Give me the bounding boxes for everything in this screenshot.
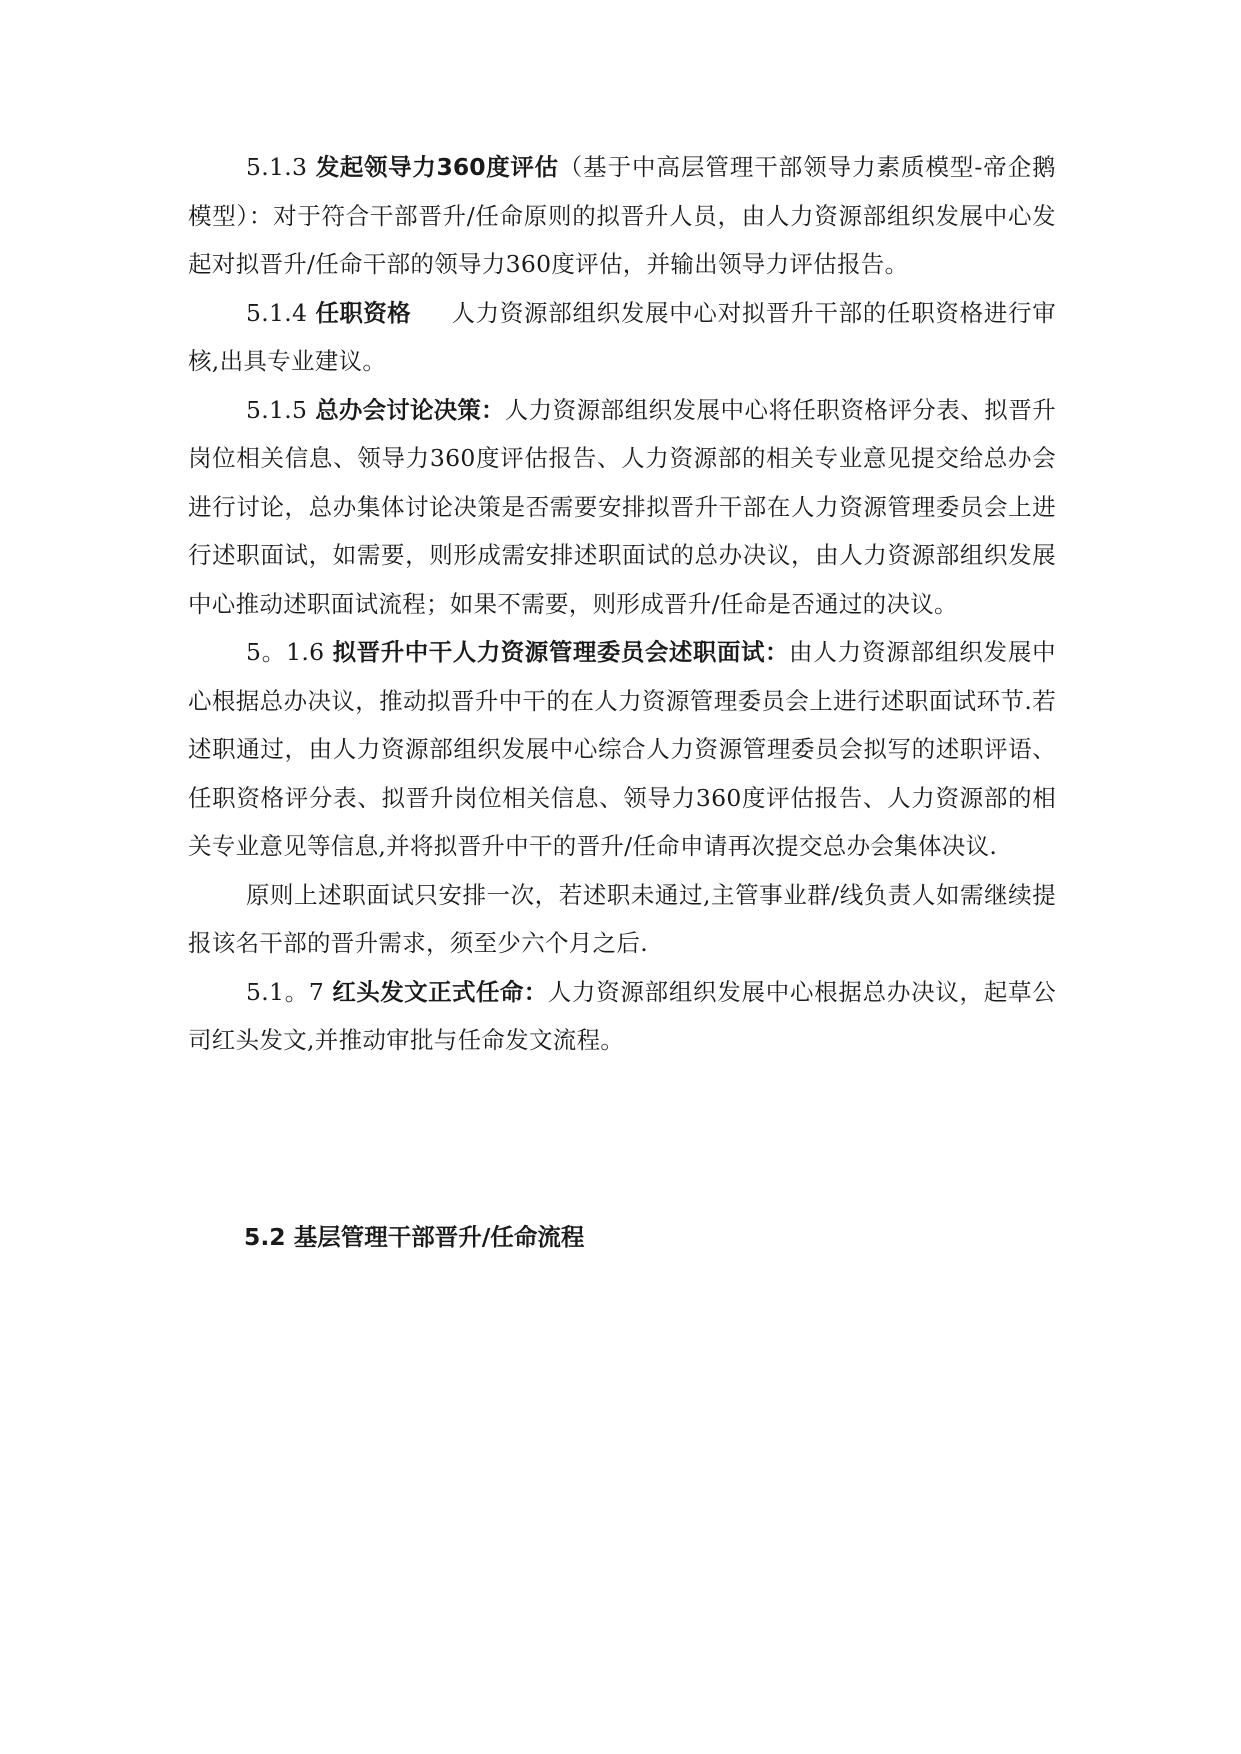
clause-body: 原则上述职面试只安排一次，若述职未通过,主管事业群/线负责人如需继续提报该名干部的晋升需求，须至少六个月之后.: [188, 880, 1056, 957]
clause-title: 总办会讨论决策：: [315, 395, 505, 424]
clause-title: 红头发文正式任命：: [332, 977, 548, 1006]
paragraph-principle: [188, 871, 1056, 968]
paragraph-5-1-6: [188, 628, 1056, 871]
clause-number: 5.1.4: [246, 298, 316, 327]
clause-number: 5.1.5: [246, 395, 316, 424]
section-heading-5-2: 5.2 基层管理干部晋升/任命流程: [244, 1223, 585, 1251]
paragraph-5-1-4: [188, 289, 1056, 386]
clause-title: 拟晋升中干人力资源管理委员会述职面试：: [332, 638, 789, 666]
clause-body: 由人力资源部组织发展中心根据总办决议，推动拟晋升中干的在人力资源管理委员会上进行述职面试环节.若述职通过，由人力资源部组织发展中心综合人力资源管理委员会拟写的述职评语、任职资格评分表、拟晋升岗位相关信息、领导力360度评估报告、人力资源部的相关专业意见等信息,并将拟晋升中干的晋升/任命申请再次提交总办会集体决议.: [188, 638, 1056, 860]
paragraph-5-1-7: [188, 968, 1056, 1065]
document-body: [188, 143, 1056, 1065]
clause-body: 人力资源部组织发展中心根据总办决议，起草公司红头发文,并推动审批与任命发文流程。: [188, 977, 1056, 1054]
paragraph-5-1-5: [188, 386, 1056, 629]
clause-title: 发起领导力360度评估: [315, 153, 559, 181]
paragraph-5-1-3: [188, 143, 1056, 289]
clause-body: 人力资源部组织发展中心将任职资格评分表、拟晋升岗位相关信息、领导力360度评估报告、人力资源部的相关专业意见提交给总办会进行讨论，总办集体讨论决策是否需要安排拟晋升干部在人力资源管理委员会上进行述职面试，如需要，则形成需安排述职面试的总办决议，由人力资源部组织发展中心推动述职面试流程；如果不需要，则形成晋升/任命是否通过的决议。: [188, 395, 1057, 618]
clause-body: （基于中高层管理干部领导力素质模型-帝企鹅模型）：对于符合干部晋升/任命原则的拟晋升人员，由人力资源部组织发展中心发起对拟晋升/任命干部的领导力360度评估，并输出领导力评估报告。: [188, 153, 1056, 278]
clause-body: 人力资源部组织发展中心对拟晋升干部的任职资格进行审核,出具专业建议。: [188, 298, 1056, 375]
clause-number: 5。1.6: [246, 638, 333, 666]
clause-number: 5.1.3: [246, 153, 316, 181]
clause-number: 5.1。7: [246, 977, 333, 1006]
clause-title: 任职资格: [315, 298, 412, 327]
